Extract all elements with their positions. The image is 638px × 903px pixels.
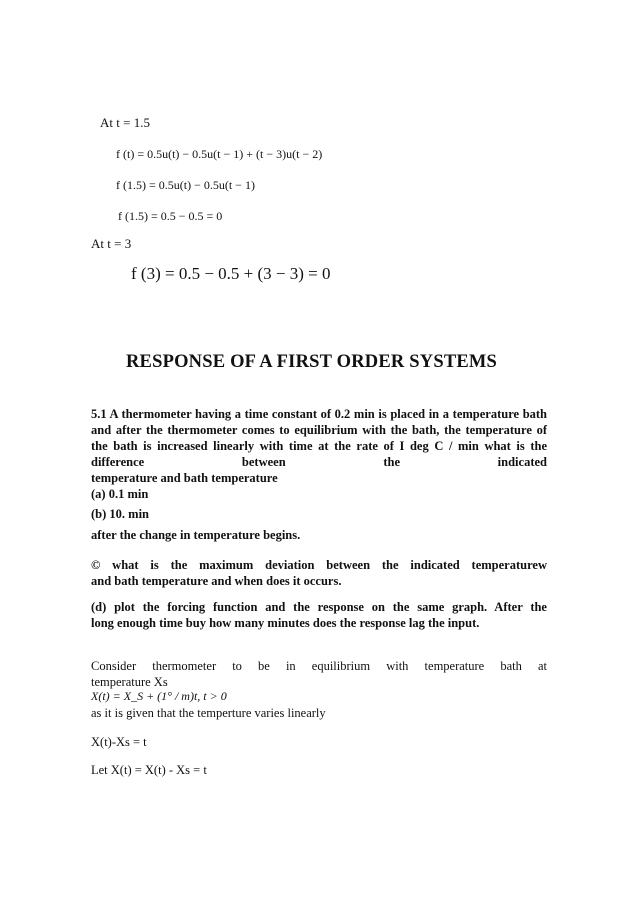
equation-x-t: X(t) = X_S + (1° / m)t, t > 0: [91, 689, 227, 703]
solution-line-3: as it is given that the temperture varies linearly: [91, 706, 326, 720]
equation-f-1-5-b: f (1.5) = 0.5 − 0.5 = 0: [118, 209, 223, 223]
item-c-line-1: © what is the maximum deviation between the indicated temperaturew: [91, 558, 547, 572]
section-heading: RESPONSE OF A FIRST ORDER SYSTEMS: [126, 352, 498, 372]
equation-f-3: f (3) = 0.5 − 0.5 + (3 − 3) = 0: [131, 264, 331, 283]
problem-intro-line-2: temperature bath and after the thermometer comes to equilibrium with: [91, 407, 548, 437]
item-d: [91, 599, 547, 631]
item-b: (b) 10. min: [91, 507, 149, 521]
item-d-line-1: (d) plot the forcing function and the response on the same graph. After the: [91, 600, 547, 614]
item-c: [91, 557, 547, 589]
solution-line-5: Let X(t) = X(t) - Xs = t: [91, 763, 207, 777]
label-at-t-3: At t = 3: [91, 236, 132, 251]
solution-line-2: temperature Xs: [91, 675, 168, 689]
problem-intro-line-1: 5.1 A thermometer having a time constant of 0.2 min is placed in a: [91, 407, 450, 421]
problem-intro-line-3: the bath, the temperature of the bath is increased linearly with time at the: [91, 423, 547, 453]
solution-line-1: Consider thermometer to be in equilibrium with temperature bath at: [91, 659, 547, 673]
solution-line-4: X(t)-Xs = t: [91, 735, 147, 749]
problem-intro-last-line: temperature and bath temperature: [91, 471, 278, 485]
label-at-t-1-5: At t = 1.5: [100, 115, 150, 130]
problem-intro-line-4: rate of I deg C / min what is the difference between the indicated: [91, 439, 548, 469]
item-d-line-2: long enough time buy how many minutes does the response lag the input.: [91, 616, 480, 630]
equation-f-1-5-a: f (1.5) = 0.5u(t) − 0.5u(t − 1): [116, 178, 255, 192]
equation-f-t: f (t) = 0.5u(t) − 0.5u(t − 1) + (t − 3)u(t − 2): [116, 147, 323, 161]
after-change-text: after the change in temperature begins.: [91, 528, 301, 542]
item-c-line-2: and bath temperature and when does it occurs.: [91, 574, 342, 588]
problem-intro: [91, 406, 547, 486]
solution-intro: [91, 658, 547, 690]
item-a: (a) 0.1 min: [91, 487, 149, 501]
